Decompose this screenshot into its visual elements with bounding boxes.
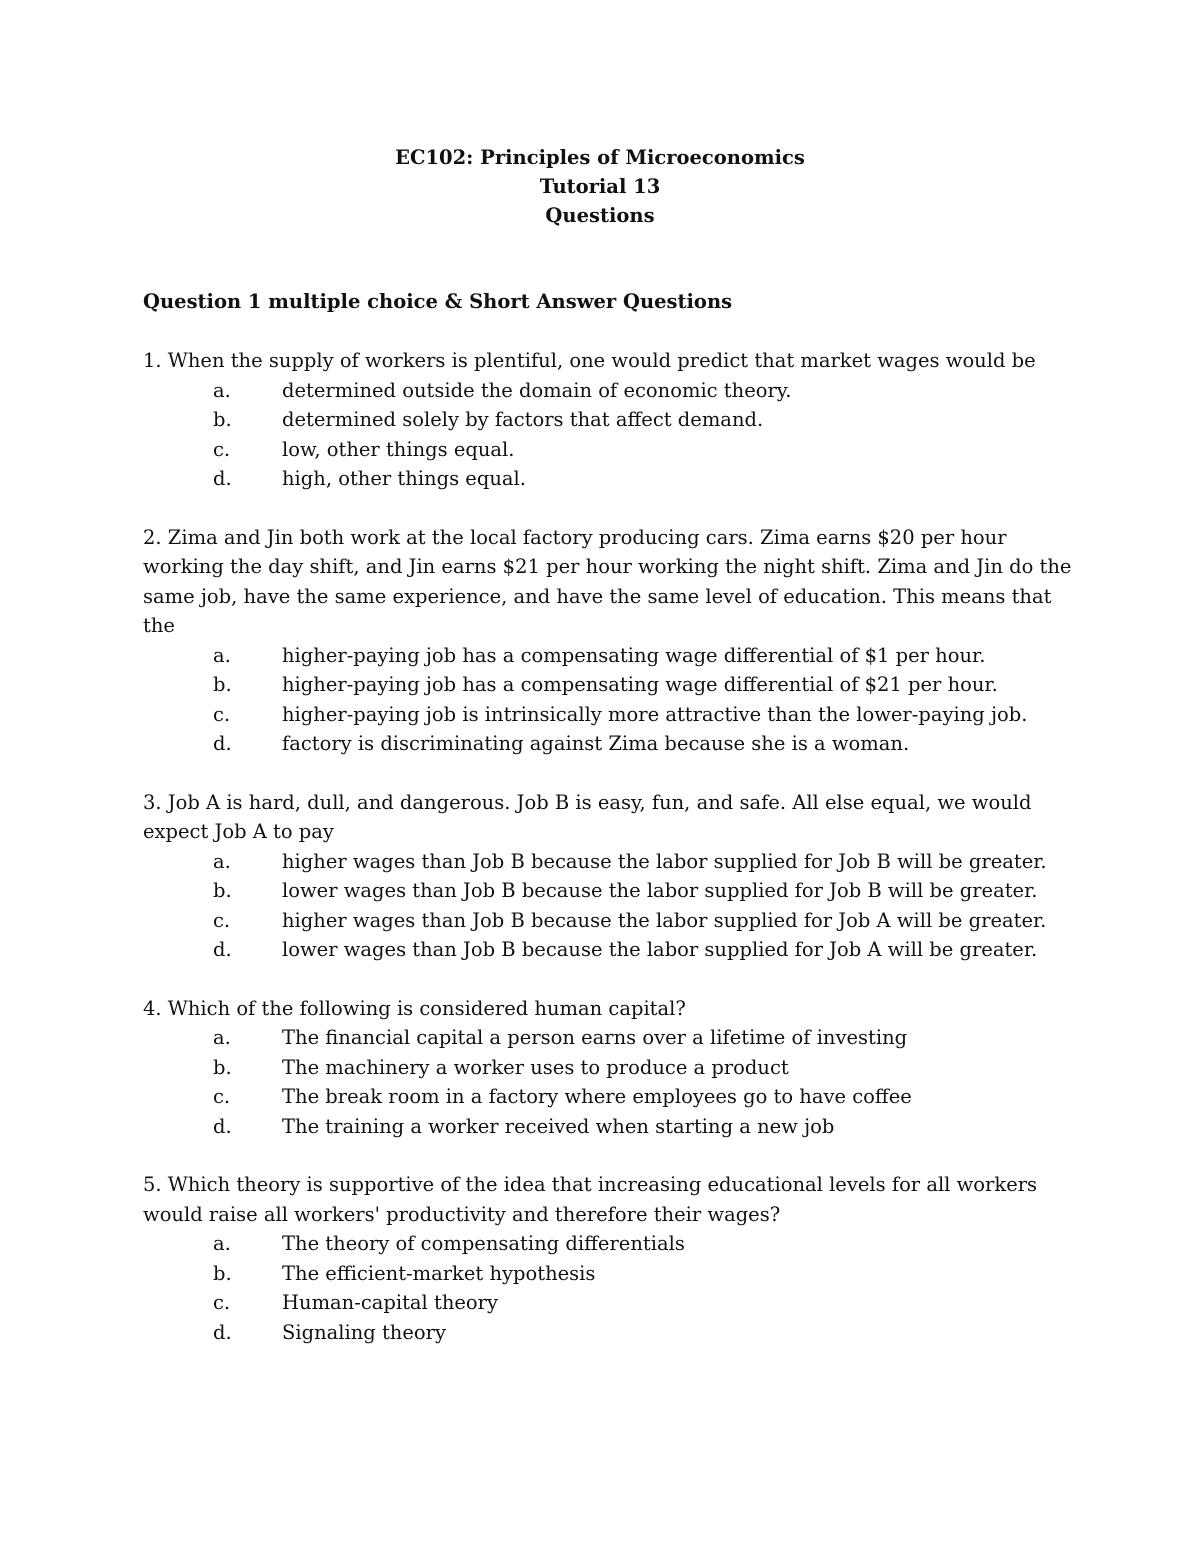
option-letter: a. [213,1026,231,1049]
option-text: higher-paying job has a compensating wage differential of $1 per hour. [282,643,986,667]
question-4-option-a [143,1023,1073,1053]
option-text: higher wages than Job B because the labor supplied for Job B will be greater. [282,849,1047,873]
option-text: Human-capital theory [282,1291,499,1314]
question-2-option-b [143,670,1073,700]
option-text: determined solely by factors that affect demand. [282,408,764,431]
question-1-option-a [143,376,1073,406]
question-1-option-d [143,464,1073,494]
document-subtitle: Questions [545,204,655,227]
option-text: The training a worker received when starting a new job [282,1114,835,1138]
option-letter: a. [213,378,231,402]
option-text: factory is discriminating against Zima because she is a woman. [282,732,910,755]
option-letter: c. [213,437,231,461]
option-text: lower wages than Job B because the labor supplied for Job B will be greater. [282,879,1038,902]
section-title: Question 1 multiple choice & Short Answer Questions [143,290,733,313]
option-letter: b. [213,673,232,696]
option-text: high, other things equal. [282,467,526,490]
question-5-text: 5. Which theory is supportive of the idea that increasing educational levels for all workers would raise all workers' productivity and therefore their wages? [143,1173,1038,1226]
option-letter: a. [213,1232,231,1255]
question-4-text: 4. Which of the following is considered human capital? [143,996,686,1020]
question-1 [143,346,1073,494]
question-3-text: 3. Job A is hard, dull, and dangerous. Job B is easy, fun, and safe. All else equal, we would expect Job A to pay [143,790,1032,843]
option-letter: b. [213,1055,232,1079]
question-4-option-c [143,1082,1073,1112]
question-2-option-c [143,700,1073,730]
question-5-option-d [143,1318,1073,1348]
option-text: higher-paying job has a compensating wage differential of $21 per hour. [282,673,998,696]
question-3-option-d [143,935,1073,965]
question-1-option-c [143,435,1073,465]
question-2 [143,523,1073,759]
question-4-option-b [143,1053,1073,1083]
option-letter: d. [213,732,232,755]
question-3-option-b [143,876,1073,906]
question-5-option-b [143,1259,1073,1289]
option-text: The financial capital a person earns over a lifetime of investing [282,1026,908,1049]
option-text: determined outside the domain of economic theory. [282,378,792,402]
option-letter: c. [213,908,231,932]
document-body [143,287,1073,1347]
option-letter: b. [213,1261,232,1285]
option-text: higher wages than Job B because the labor supplied for Job A will be greater. [282,908,1047,932]
option-text: The machinery a worker uses to produce a product [282,1055,789,1079]
option-letter: c. [213,702,231,726]
option-letter: c. [213,1085,231,1108]
question-1-text: 1. When the supply of workers is plentiful, one would predict that market wages would be [143,349,1036,372]
question-4 [143,994,1073,1142]
question-5 [143,1170,1073,1347]
course-title: EC102: Principles of Microeconomics [395,146,805,169]
option-text: Signaling theory [282,1320,446,1344]
option-letter: c. [213,1291,231,1314]
question-3-option-c [143,906,1073,936]
option-text: The efficient-market hypothesis [282,1261,596,1285]
option-text: lower wages than Job B because the labor supplied for Job A will be greater. [282,938,1038,961]
question-4-option-d [143,1112,1073,1142]
option-letter: d. [213,1320,232,1344]
option-letter: d. [213,1114,232,1138]
option-text: The break room in a factory where employees go to have coffee [282,1085,912,1108]
question-2-option-d [143,729,1073,759]
question-5-option-c [143,1288,1073,1318]
option-text: higher-paying job is intrinsically more attractive than the lower-paying job. [282,702,1028,726]
question-1-option-b [143,405,1073,435]
option-letter: a. [213,643,231,667]
option-letter: d. [213,467,232,490]
document-header [0,143,1200,230]
option-letter: b. [213,408,232,431]
option-letter: a. [213,849,231,873]
option-text: low, other things equal. [282,437,515,461]
tutorial-title: Tutorial 13 [539,175,661,198]
question-2-text: 2. Zima and Jin both work at the local factory producing cars. Zima earns $20 per hour working the day shift, and Jin earns $21 per hour working the night shift. Zima and Jin do the same job, have the same experience, and have the same level of education. This means that the [143,525,1072,637]
option-text: The theory of compensating differentials [282,1232,685,1255]
question-3-option-a [143,847,1073,877]
question-5-option-a [143,1229,1073,1259]
question-2-option-a [143,641,1073,671]
question-3 [143,788,1073,965]
option-letter: b. [213,879,232,902]
option-letter: d. [213,938,232,961]
